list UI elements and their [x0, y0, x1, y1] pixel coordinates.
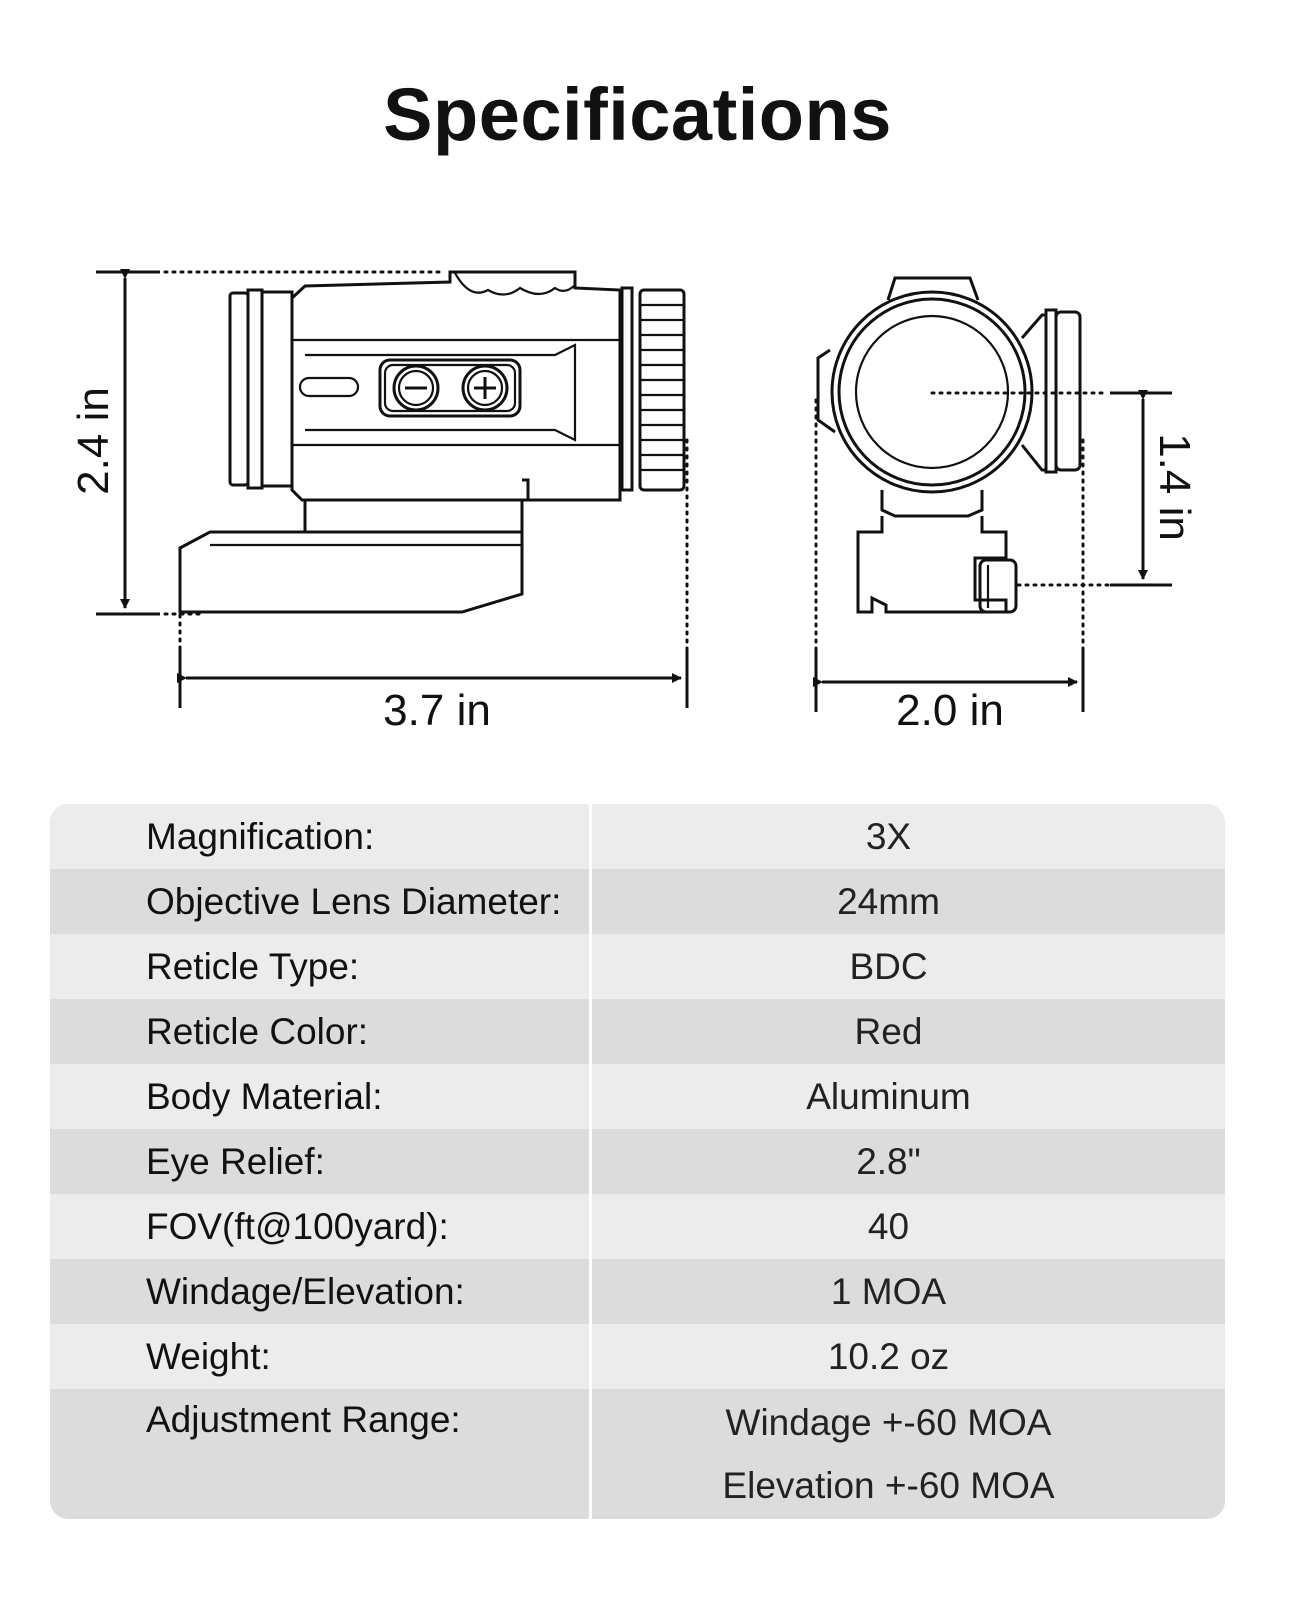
- table-row: [50, 1129, 1225, 1194]
- spec-value: 3X: [865, 815, 912, 857]
- spec-label: Weight:: [50, 1324, 592, 1389]
- spec-value-line-1: Windage +-60 MOA: [725, 1401, 1052, 1443]
- spec-label: Adjustment Range:: [50, 1389, 592, 1519]
- spec-value: 10.2 oz: [827, 1335, 950, 1377]
- center-height-dimension-label: 1.4 in: [1150, 433, 1199, 541]
- spec-label: FOV(ft@100yard):: [50, 1194, 592, 1259]
- spec-label: Objective Lens Diameter:: [50, 869, 592, 934]
- spec-value: BDC: [849, 945, 928, 987]
- spec-label: Body Material:: [50, 1064, 592, 1129]
- table-row: [50, 1194, 1225, 1259]
- table-row: [50, 1259, 1225, 1324]
- table-row: [50, 999, 1225, 1064]
- table-row: [50, 869, 1225, 934]
- front-view-magnifier: [818, 278, 1080, 612]
- front-view-dimension-lines: [816, 393, 1172, 712]
- table-row: [50, 934, 1225, 999]
- table-row: [50, 804, 1225, 869]
- spec-value: 24mm: [837, 880, 940, 922]
- spec-value: 40: [867, 1205, 910, 1247]
- spec-value: 1 MOA: [830, 1270, 947, 1312]
- spec-value-line-2: Elevation +-60 MOA: [722, 1464, 1055, 1506]
- spec-label: Windage/Elevation:: [50, 1259, 592, 1324]
- width-dimension-label: 2.0 in: [896, 686, 1004, 735]
- table-row: [50, 1324, 1225, 1389]
- spec-value: Red: [854, 1010, 923, 1052]
- specifications-table: [50, 804, 1225, 1519]
- spec-value: Aluminum: [806, 1075, 971, 1117]
- side-view-dimension-lines: [96, 272, 687, 708]
- spec-label: Reticle Color:: [50, 999, 592, 1064]
- length-dimension-label: 3.7 in: [383, 686, 491, 735]
- height-dimension-label: 2.4 in: [69, 387, 118, 495]
- spec-value: [592, 1389, 1225, 1519]
- table-row: [50, 1064, 1225, 1129]
- spec-label: Magnification:: [50, 804, 592, 869]
- table-row: [50, 1389, 1225, 1519]
- dimension-diagram: [0, 250, 1300, 750]
- side-view-magnifier: [180, 272, 684, 612]
- spec-label: Eye Relief:: [50, 1129, 592, 1194]
- page-title: Specifications: [383, 73, 892, 156]
- spec-value: 2.8": [856, 1140, 921, 1182]
- spec-label: Reticle Type:: [50, 934, 592, 999]
